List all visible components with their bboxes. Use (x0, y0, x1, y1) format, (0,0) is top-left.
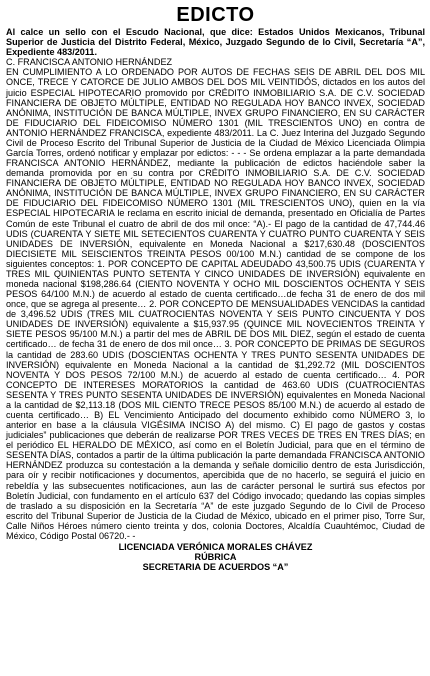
document-title: EDICTO (176, 4, 255, 26)
signer-role: SECRETARIA DE ACUERDOS “A” (142, 562, 289, 573)
edict-body: EN CUMPLIMIENTO A LO ORDENADO POR AUTOS DE FECHAS SEIS DE ABRIL DEL DOS MIL ONCE, TRECE Y CATORCE DE JULIO AMBOS DEL DOS MIL VEINTIDÓS, dictados en los autos del juicio ESPECIAL HIPOTECARIO promovido por CRÉDITO INMOBILIARIO S.A. DE C.V. SOCIEDAD FINANCIERA DE OBJETO MÚLTIPLE, ENTIDAD NO REGULADA HOY BANCO INVEX, SOCIEDAD ANÓNIMA, INSTITUCIÓN DE BANCA MÚLTIPLE, INVEX GRUPO FINANCIERO, EN SU CARÁCTER DE FIDUCIARIO DEL FIDEICOMISO NÚMERO 1301 (MIL TRESCIENTOS UNO) en contra de ANTONIO HERNÁNDEZ FRANCISCA, expediente 483/2011. La C. Juez Interina del Juzgado Segundo Civil de Proceso Escrito del Tribunal Superior de Justicia de la Ciudad de México Licenciada Olimpia García Torres, ordenó notificar y emplazar por edictos: - - - Se ordena emplazar a la parte demandada FRANCISCA ANTONIO HERNÁNDEZ, mediante la publicación de edictos haciéndole saber la demanda promovida por en su contra por CRÉDITO INMOBILIARIO S.A. DE C.V. SOCIEDAD FINANCIERA DE OBJETO MÚLTIPLE, ENTIDAD NO REGULADA HOY BANCO INVEX, SOCIEDAD ANÓNIMA, INSTITUCIÓN DE BANCA MÚLTIPLE, INVEX GRUPO FINANCIERO, EN SU CARÁCTER DE FIDUCIARIO DEL FIDEICOMISO NÚMERO 1301 (MIL TRESCIENTOS UNO), quien en la vía ESPECIAL HIPOTECARIA le reclama en escrito inicial de demanda, presentado en Oficialía de Partes Común de este Tribunal el cuatro de abril de dos mil once: “A).- El pago de la cantidad de 47,744.46 UDIS (CUARENTA Y SIETE MIL SETECIENTOS CUARENTA Y CUATRO PUNTO CUARENTA Y SEIS UNIDADES DE INVERSIÓN, equivalente en Moneda Nacional a $217,630.48 (DOSCIENTOS DIECISIETE MIL SEISCIENTOS TREINTA PESOS 00/100 M.N.) cantidad de se compone de los siguientes conceptos: 1. POR CONCEPTO DE CAPITAL ADEUDADO 43,500.75 UDIS (CUARENTA Y TRES MIL QUINIENTAS PUNTO SETENTA Y CINCO UNIDADES DE INVERSIÓN) equivalente en moneda nacional $198,286.64 (CIENTO NOVENTA Y OCHO MIL DOSCIENTOS OCHENTA Y SEIS PESOS 64/100 M.N.) de acuerdo al estado de cuenta certificado…de fecha 31 de enero de dos mil once, que se agrega al presente… 2. POR CONCEPTO DE MENSUALIDADES VENCIDAS la cantidad de 3,496.52 UDIS (TRES MIL CUATROCIENTAS NOVENTA Y SEIS PUNTO CINCUENTA Y DOS UNIDADES DE INVERSIÓN) equivalente a $15,937.95 (QUINCE MIL NOVECIENTOS TREINTA Y SIETE PESOS 95/100 M.N.) a partir del mes de ABRIL DE DOS MIL DIEZ, según el estado de cuenta certificado… de fecha 31 de enero de dos mil once… 3. POR CONCEPTO DE PRIMAS DE SEGUROS la cantidad de 283.60 UDIS (DOSCIENTAS OCHENTA Y TRES PUNTO SESENTA UNIDADES DE INVERSIÓN) equivalente en Moneda Nacional a la cantidad de $1,292.72 (MIL DOSCIENTOS NOVENTA Y DOS PESOS 72/100 M.N.) de acuerdo al estado de cuenta certificado… 4. POR CONCEPTO DE INTERESES MORATORIOS la cantidad de 463.60 UDIS (CUATROCIENTAS SESENTA Y TRES PUNTO SESENTA UNIDADES DE INVERSIÓN) equivalentes en Moneda Nacional a la cantidad de $2,113.18 (DOS MIL CIENTO TRECE PESOS 85/100 M.N.) de acuerdo al estado de cuenta certificado… B) EL Vencimiento Anticipado del documento exhibido como NÚMERO 3, lo anterior en base a la cláusula VIGÉSIMA INCISO A) del mismo. C) El pago de gastos y costas judiciales” publicaciones que deberán de realizarse POR TRES VECES DE TRES EN TRES DÍAS; en el periódico EL HERALDO DE MÉXICO, así como en el Boletín Judicial, para que en el término de SESENTA DÍAS, contados a partir de la última publicación la parte demandada FRANCISCA ANTONIO HERNÁNDEZ produzca su contestación a la demanda y señale domicilio dentro de esta Jurisdicción, para oír y recibir notificaciones y documentos, apercibida que de no hacerlo, se seguirá el juicio en rebeldía y las subsecuentes notificaciones, aun las de carácter personal le surtirá sus efectos por Boletín Judicial, con fundamento en el artículo 637 del Código invocado; quedando las copias simples de traslado a su disposición en la Secretaría “A” de este juzgado Segundo de lo Civil de Proceso escrito del Tribunal Superior de Justicia de la Ciudad de México, ubicado en el primer piso, Torre Sur, Calle Niños Héroes número ciento treinta y dos, colonia Doctores, Alcaldía Cuauhtémoc, Ciudad de México, Código Postal 06720.- - (6, 67, 425, 541)
seal-heading: Al calce un sello con el Escudo Nacional, que dice: Estados Unidos Mexicanos, Tribunal Superior de Justicia del Distrito Federal, México, Juzgado Segundo de lo Civil, Secretaría “A”, Expediente 483/2011. (6, 27, 425, 58)
rubric-label: RÚBRICA (194, 552, 237, 563)
signer-name: LICENCIADA VERÓNICA MORALES CHÁVEZ (118, 542, 313, 553)
signature-block (6, 542, 425, 572)
addressee: C. FRANCISCA ANTONIO HERNÁNDEZ (6, 57, 173, 68)
